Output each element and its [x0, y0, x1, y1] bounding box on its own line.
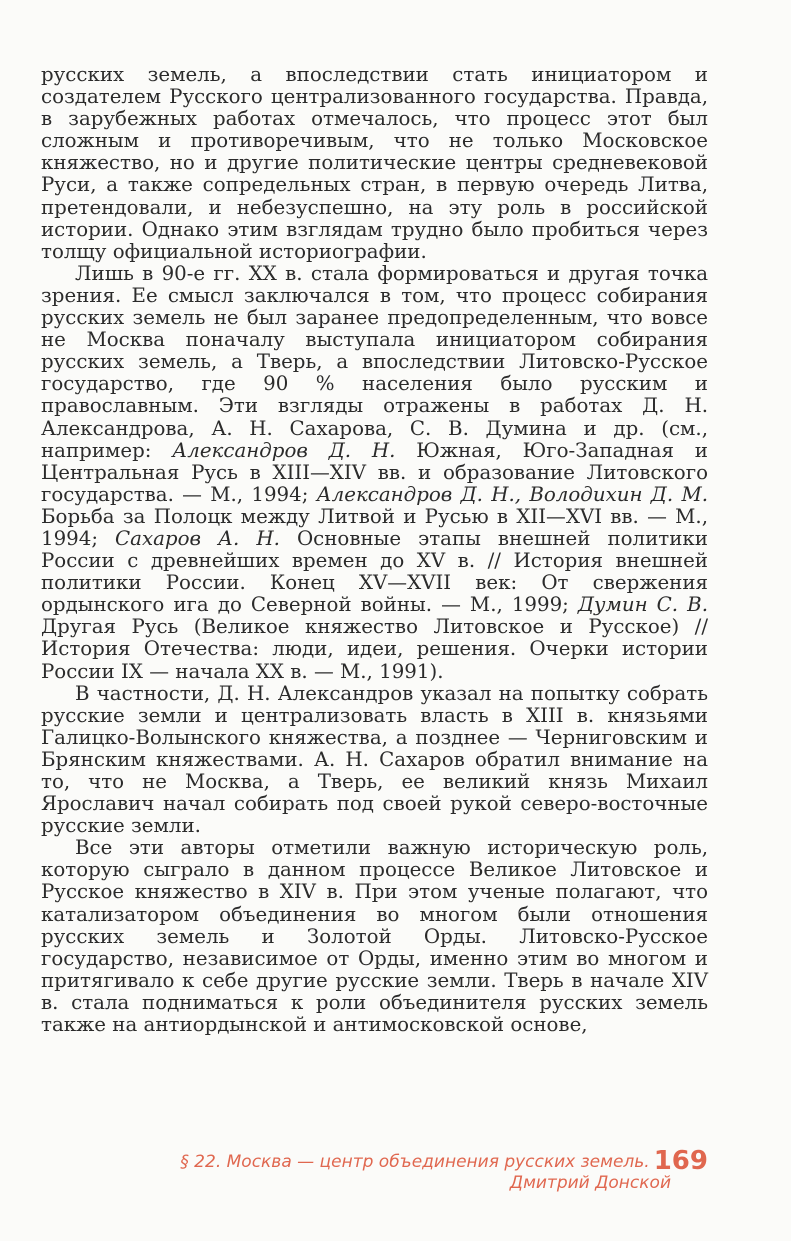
paragraph-2-text-1: Лишь в 90-е гг. XX в. стала формироваться и другая точка зрения. Ее смысл заключался в том, что процесс собирания русских земель не был заранее предопределенным, что вовсе не Москва поначалу выступала инициатором собирания русских земель, а Тверь, а впоследствии Литовско-Русское государство, где 90 % населения было русским и православным. Эти взгляды отражены в работах Д. Н. Александрова, А. Н. Сахарова, С. В. Думина и др. (см., например: [41, 261, 708, 462]
paragraph-1: русских земель, а впоследствии стать инициатором и создателем Русского централизованного государства. Правда, в зарубежных работах отмечалось, что процесс этот был сложным и противоречивым, что не только Московское княжество, но и другие политические центры средневековой Руси, а также сопредельных стран, в первую очередь Литва, претендовали, и небезуспешно, на эту роль в российской истории. Однако этим взглядам трудно было пробиться через толщу официальной историографии. [41, 63, 708, 263]
paragraph-2 [41, 263, 708, 683]
paragraph-2-text-4: Основные этапы внешней политики России с древнейших времен до XV в. // История внешней политики России. Конец XV—XVII век: От свержения ордынского ига до Северной войны. — М., 1999; [41, 526, 708, 617]
author-citation-3: Сахаров А. Н. [115, 526, 280, 550]
footer-section-title: § 22. Москва — центр объединения русских земель. [180, 1152, 650, 1172]
page-number: 169 [653, 1146, 708, 1176]
footer-subtitle: Дмитрий Донской [509, 1173, 671, 1193]
paragraph-4: Все эти авторы отметили важную историческую роль, которую сыграло в данном процессе Великое Литовское и Русское княжество в XIV в. При этом ученые полагают, что катализатором объединения во многом были отношения русских земель и Золотой Орды. Литовско-Русское государство, независимое от Орды, именно этим во многом и притягивало к себе другие русские земли. Тверь в начале XIV в. стала подниматься к роли объединителя русских земель также на антиордынской и антимосковской основе, [41, 836, 708, 1037]
paragraph-2-text-3: Борьба за Полоцк между Литвой и Русью в XII—XVI вв. — М., 1994; [41, 504, 708, 550]
footer-section-line [180, 1146, 708, 1176]
author-citation-4: Думин С. В. [577, 593, 708, 617]
page-footer [180, 1146, 708, 1193]
paragraph-3: В частности, Д. Н. Александров указал на попытку собрать русские земли и централизовать власть в XIII в. князьями Галицко-Волынского княжества, а позднее — Черниговским и Брянским княжествами. А. Н. Сахаров обратил внимание на то, что не Москва, а Тверь, ее великий князь Михаил Ярославич начал собирать под своей рукой северо-восточные русские земли. [41, 681, 708, 838]
author-citation-2: Александров Д. Н., Володихин Д. М. [316, 482, 708, 506]
author-citation-1: Александров Д. Н. [172, 438, 396, 462]
paragraph-2-text-2: Южная, Юго-Западная и Центральная Русь в XIII—XIV вв. и образование Литовского государства. — М., 1994; [41, 438, 708, 506]
paragraph-2-text-5: Другая Русь (Великое княжество Литовское и Русское) // История Отечества: люди, идеи, решения. Очерки истории России IX — начала XX в. — М., 1991). [41, 615, 708, 683]
main-text [41, 64, 708, 1036]
